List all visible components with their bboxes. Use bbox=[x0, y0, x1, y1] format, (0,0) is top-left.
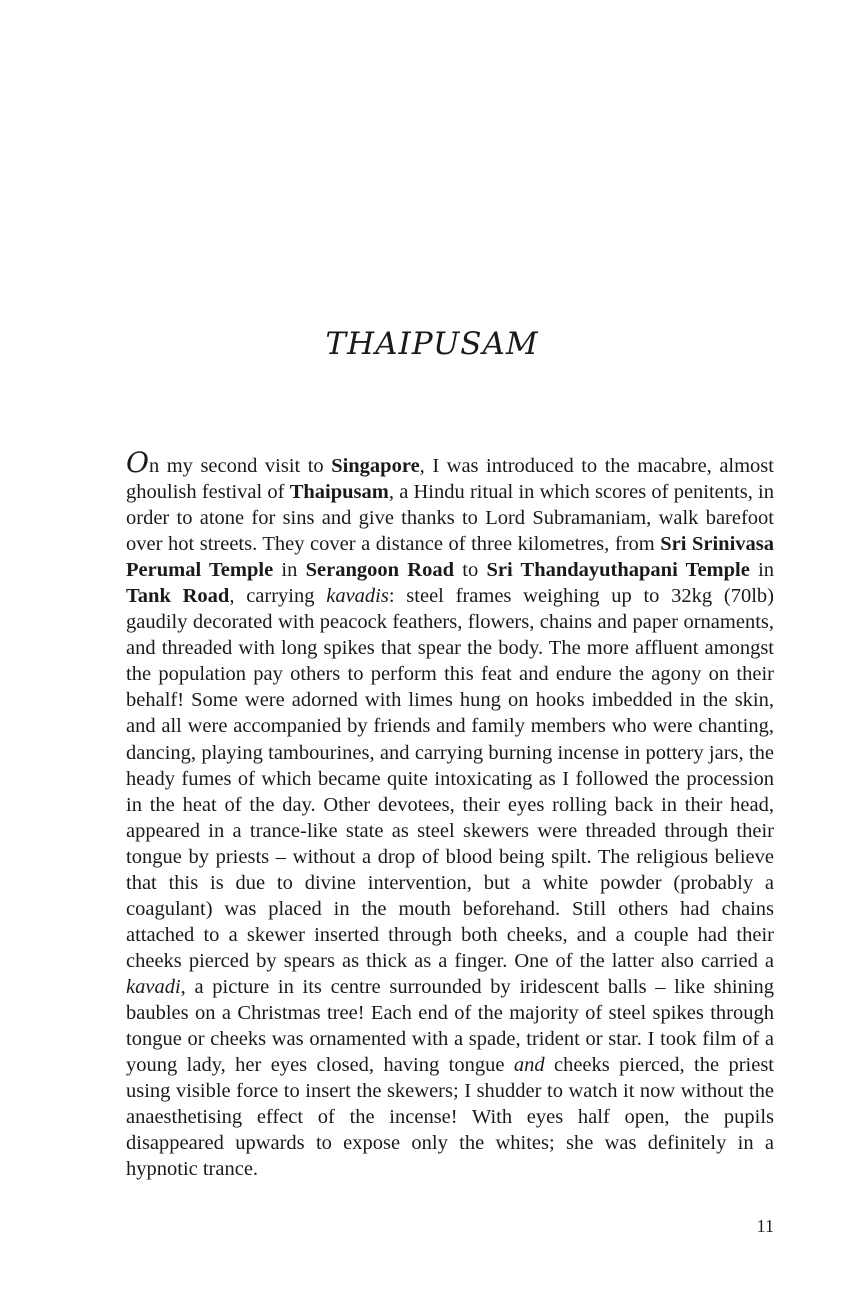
bold-place-serangoon-road: Serangoon Road bbox=[305, 559, 454, 582]
text-run: : steel frames weighing up to 32kg (70lb) gaudily decorated with peacock feathers, flowers, chains and paper ornaments, and threaded with long spikes that spear the body. The more affluent amongst the population pay others to perform this feat and endure the agony on their behalf! Some were adorned with limes hung on hooks imbedded in the skin, and all were accompanied by friends and family members who were chanting, dancing, playing tambourines, and carrying burning incense in pottery jars, the heady fumes of which became quite intoxicating as I followed the procession in the heat of the day. Other devotees, their eyes rolling back in their head, appeared in a trance-like state as steel skewers were threaded through their tongue by priests – without a drop of blood being spilt. The religious believe that this is due to divine intervention, but a white powder (probably a coagulant) was placed in the mouth beforehand. Still others had chains attached to a skewer inserted through both cheeks, and a couple had their cheeks pierced by spears as thick as a finger. One of the latter also carried a bbox=[126, 585, 774, 972]
italic-and: and bbox=[513, 1054, 545, 1077]
body-paragraph bbox=[126, 446, 775, 1182]
text-run: in bbox=[273, 559, 306, 582]
text-run: n my second visit to bbox=[148, 455, 332, 477]
text-run: cheeks pierced, the priest using visible force to insert the skewers; I shudder to watch it now without the anaesthetising effect of the incense! With eyes half open, the pupils disappeared upwards to expose only the whites; she was definitely in a hypnotic trance. bbox=[126, 1054, 774, 1181]
bold-festival-thaipusam: Thaipusam bbox=[289, 481, 389, 504]
decorative-initial: O bbox=[126, 446, 149, 479]
italic-kavadi: kavadi bbox=[126, 975, 181, 998]
bold-temple-thandayuthapani: Sri Thandayuthapani Temple bbox=[486, 559, 750, 582]
text-run: , I was introduced to the macabre, almost ghoulish festival of bbox=[126, 455, 774, 504]
text-run: , a picture in its centre surrounded by iridescent balls – like shining baubles on a Christmas tree! Each end of the majority of steel spikes through tongue or cheeks was ornamented with a spade, trident or star. I took film of a young lady, her eyes closed, having tongue bbox=[126, 975, 774, 1077]
bold-place-singapore: Singapore bbox=[331, 455, 420, 477]
page-number: 11 bbox=[756, 1216, 774, 1236]
bold-temple-srinivasa: Sri Srinivasa Perumal Temple bbox=[126, 533, 774, 582]
chapter-title: THAIPUSAM bbox=[325, 326, 539, 362]
text-run: to bbox=[454, 559, 487, 582]
text-run: in bbox=[749, 559, 775, 582]
text-run: , a Hindu ritual in which scores of penitents, in order to atone for sins and give thanks to Lord Subramaniam, walk barefoot over hot streets. They cover a distance of three kilometres, from bbox=[126, 481, 774, 556]
italic-kavadis: kavadis bbox=[326, 585, 389, 608]
text-run: , carrying bbox=[229, 585, 327, 608]
bold-place-tank-road: Tank Road bbox=[126, 585, 230, 608]
